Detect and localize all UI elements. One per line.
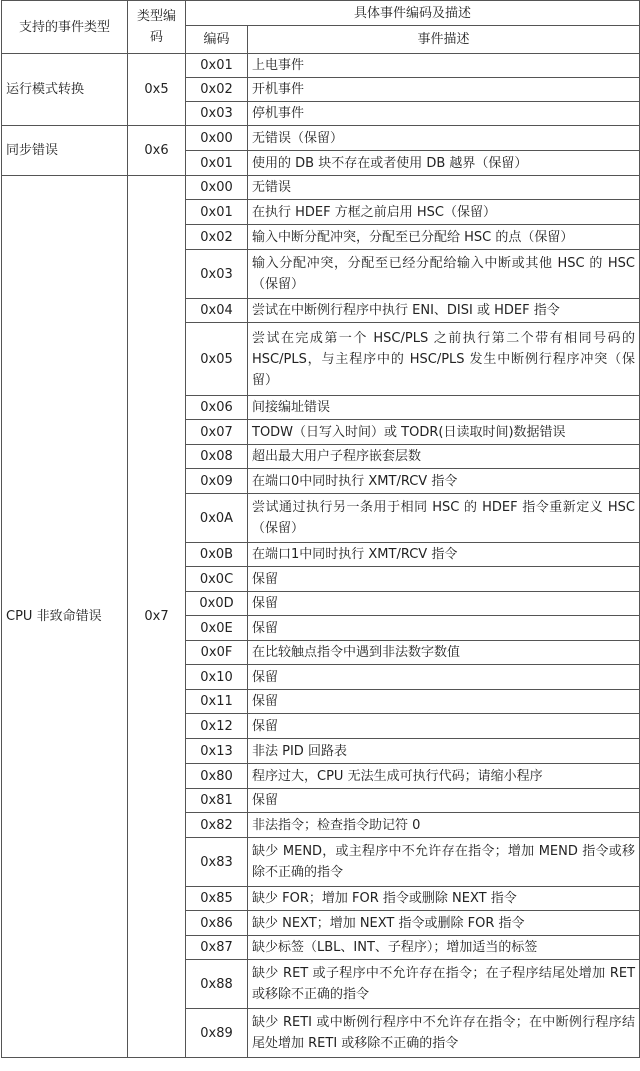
event-code-cell: 0x02 xyxy=(186,78,248,102)
event-code-cell: 0x04 xyxy=(186,299,248,323)
event-code-cell: 0x03 xyxy=(186,250,248,299)
event-code-cell: 0x09 xyxy=(186,469,248,494)
event-description-cell: 缺少 MEND，或主程序中不允许存在指令；增加 MEND 指令或移除不正确的指令 xyxy=(248,838,640,887)
event-description-cell: 使用的 DB 块不存在或者使用 DB 越界（保留） xyxy=(248,151,640,176)
event-code-cell: 0x83 xyxy=(186,838,248,887)
event-code-cell: 0x85 xyxy=(186,887,248,911)
header-type-code: 类型编码 xyxy=(128,1,186,54)
type-code-cell: 0x6 xyxy=(128,126,186,176)
event-code-cell: 0x0B xyxy=(186,543,248,567)
event-code-cell: 0x82 xyxy=(186,813,248,838)
event-type-cell: 运行模式转换 xyxy=(2,54,128,126)
event-description-cell: 缺少 RETI 或中断例行程序中不允许存在指令；在中断例行程序结尾处增加 RETI 或移除不正确的指令 xyxy=(248,1009,640,1058)
event-code-cell: 0x01 xyxy=(186,151,248,176)
event-description-cell: 缺少 NEXT；增加 NEXT 指令或删除 FOR 指令 xyxy=(248,911,640,936)
event-description-cell: 保留 xyxy=(248,567,640,592)
event-description-cell: 开机事件 xyxy=(248,78,640,102)
event-code-cell: 0x02 xyxy=(186,225,248,250)
type-code-cell: 0x7 xyxy=(128,176,186,1058)
event-description-cell: 保留 xyxy=(248,665,640,690)
event-code-cell: 0x0F xyxy=(186,641,248,665)
event-code-cell: 0x89 xyxy=(186,1009,248,1058)
event-code-cell: 0x03 xyxy=(186,102,248,126)
event-code-cell: 0x01 xyxy=(186,54,248,78)
event-description-cell: 在比较触点指令中遇到非法数字数值 xyxy=(248,641,640,665)
event-description-cell: 停机事件 xyxy=(248,102,640,126)
event-code-cell: 0x07 xyxy=(186,420,248,445)
type-code-cell: 0x5 xyxy=(128,54,186,126)
header-specific-event-group: 具体事件编码及描述 xyxy=(186,1,640,26)
event-code-cell: 0x12 xyxy=(186,714,248,739)
event-type-cell: 同步错误 xyxy=(2,126,128,176)
event-code-cell: 0x13 xyxy=(186,739,248,764)
event-description-cell: 非法指令；检查指令助记符 0 xyxy=(248,813,640,838)
event-description-cell: 程序过大，CPU 无法生成可执行代码；请缩小程序 xyxy=(248,764,640,789)
event-code-cell: 0x05 xyxy=(186,323,248,396)
event-code-cell: 0x0E xyxy=(186,616,248,641)
table-header xyxy=(2,1,640,54)
event-description-cell: 无错误（保留） xyxy=(248,126,640,151)
event-description-cell: 保留 xyxy=(248,789,640,813)
event-code-cell: 0x10 xyxy=(186,665,248,690)
event-code-cell: 0x06 xyxy=(186,396,248,420)
event-code-cell: 0x11 xyxy=(186,690,248,714)
event-description-cell: 在执行 HDEF 方框之前启用 HSC（保留） xyxy=(248,200,640,225)
event-description-cell: 缺少 RET 或子程序中不允许存在指令；在子程序结尾处增加 RET 或移除不正确的指令 xyxy=(248,960,640,1009)
header-event-description: 事件描述 xyxy=(248,26,640,54)
event-description-cell: 缺少 FOR；增加 FOR 指令或删除 NEXT 指令 xyxy=(248,887,640,911)
event-code-cell: 0x00 xyxy=(186,126,248,151)
event-description-cell: 保留 xyxy=(248,616,640,641)
event-code-cell: 0x00 xyxy=(186,176,248,200)
event-description-cell: 尝试在完成第一个 HSC/PLS 之前执行第二个带有相同号码的 HSC/PLS，与主程序中的 HSC/PLS 发生中断例行程序冲突（保留） xyxy=(248,323,640,396)
event-code-cell: 0x0C xyxy=(186,567,248,592)
header-supported-event-type: 支持的事件类型 xyxy=(2,1,128,54)
table-row xyxy=(2,176,640,200)
event-code-cell: 0x01 xyxy=(186,200,248,225)
event-code-table xyxy=(1,0,640,1058)
event-description-cell: 非法 PID 回路表 xyxy=(248,739,640,764)
event-description-cell: 在端口0中同时执行 XMT/RCV 指令 xyxy=(248,469,640,494)
event-code-cell: 0x87 xyxy=(186,936,248,960)
event-code-cell: 0x0D xyxy=(186,592,248,616)
event-description-cell: 保留 xyxy=(248,592,640,616)
event-description-cell: 保留 xyxy=(248,714,640,739)
event-description-cell: 缺少标签（LBL、INT、子程序）；增加适当的标签 xyxy=(248,936,640,960)
event-code-cell: 0x0A xyxy=(186,494,248,543)
header-code: 编码 xyxy=(186,26,248,54)
event-description-cell: 输入分配冲突，分配至已经分配给输入中断或其他 HSC 的 HSC（保留） xyxy=(248,250,640,299)
event-description-cell: 间接编址错误 xyxy=(248,396,640,420)
event-type-cell: CPU 非致命错误 xyxy=(2,176,128,1058)
event-code-cell: 0x80 xyxy=(186,764,248,789)
event-description-cell: 在端口1中同时执行 XMT/RCV 指令 xyxy=(248,543,640,567)
event-code-cell: 0x81 xyxy=(186,789,248,813)
event-description-cell: 无错误 xyxy=(248,176,640,200)
event-description-cell: 保留 xyxy=(248,690,640,714)
event-description-cell: 尝试通过执行另一条用于相同 HSC 的 HDEF 指令重新定义 HSC（保留） xyxy=(248,494,640,543)
event-code-cell: 0x88 xyxy=(186,960,248,1009)
event-description-cell: TODW（日写入时间）或 TODR(日读取时间)数据错误 xyxy=(248,420,640,445)
table-row xyxy=(2,54,640,78)
event-description-cell: 超出最大用户子程序嵌套层数 xyxy=(248,445,640,469)
event-description-cell: 上电事件 xyxy=(248,54,640,78)
event-code-cell: 0x08 xyxy=(186,445,248,469)
event-code-cell: 0x86 xyxy=(186,911,248,936)
table-body xyxy=(2,54,640,1058)
table-row xyxy=(2,126,640,151)
event-description-cell: 输入中断分配冲突，分配至已分配给 HSC 的点（保留） xyxy=(248,225,640,250)
event-description-cell: 尝试在中断例行程序中执行 ENI、DISI 或 HDEF 指令 xyxy=(248,299,640,323)
